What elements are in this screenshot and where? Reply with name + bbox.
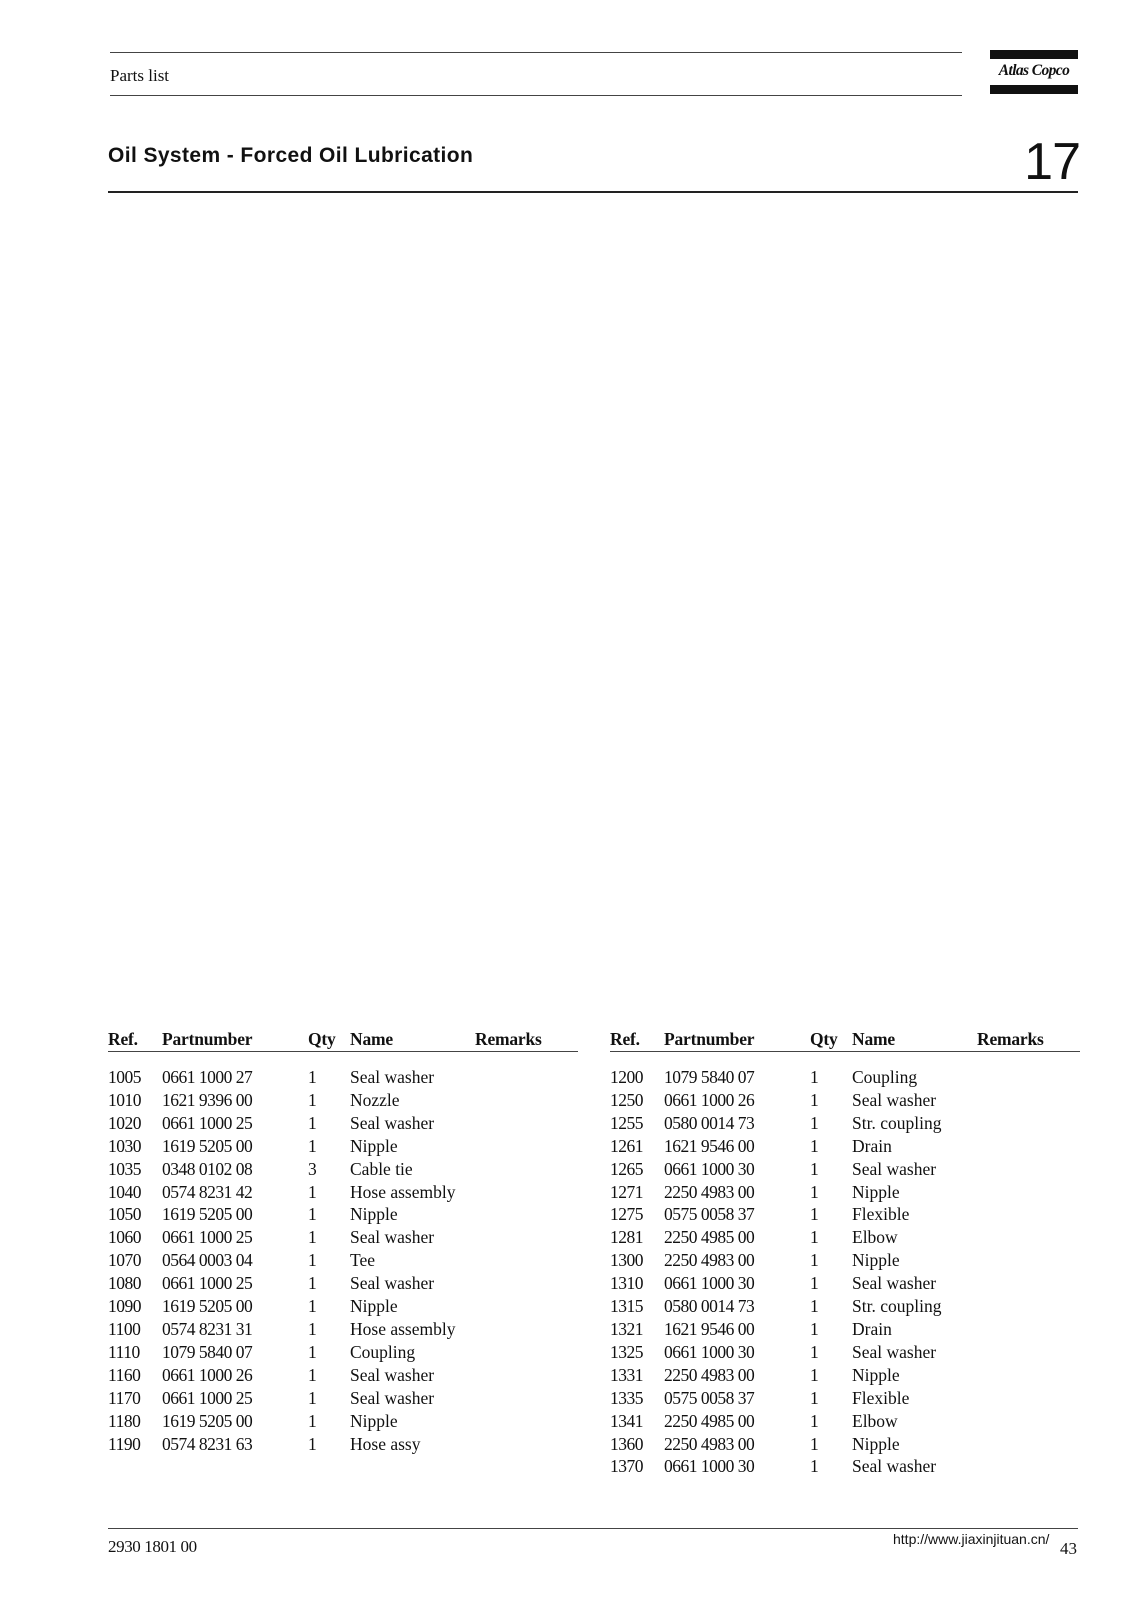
cell-remarks bbox=[475, 1135, 578, 1158]
cell-name: Seal washer bbox=[350, 1273, 435, 1294]
cell-remarks bbox=[977, 1295, 1080, 1318]
cell-remarks bbox=[977, 1455, 1080, 1478]
cell-remarks bbox=[977, 1364, 1080, 1387]
cell-part-number: 0661 1000 27 bbox=[162, 1067, 253, 1087]
cell-name: Flexible bbox=[852, 1387, 910, 1408]
col-header-remarks: Remarks bbox=[475, 1026, 578, 1052]
page-number: 43 bbox=[1060, 1539, 1077, 1558]
table-row bbox=[610, 1433, 1080, 1456]
table-row bbox=[108, 1341, 578, 1364]
cell-ref: 1160 bbox=[108, 1364, 141, 1385]
table-row bbox=[610, 1135, 1080, 1158]
cell-qty: 1 bbox=[308, 1112, 317, 1133]
footer-url: http://www.jiaxinjituan.cn/ bbox=[893, 1531, 1050, 1547]
col-header-ref: Ref. bbox=[610, 1026, 664, 1052]
cell-remarks bbox=[475, 1433, 578, 1456]
cell-part-number: 2250 4983 00 bbox=[664, 1364, 755, 1385]
col-header-name: Name bbox=[852, 1026, 977, 1052]
cell-qty: 1 bbox=[308, 1341, 317, 1362]
cell-ref: 1090 bbox=[108, 1296, 141, 1317]
cell-name: Nozzle bbox=[350, 1089, 400, 1110]
cell-part-number: 0661 1000 25 bbox=[162, 1273, 253, 1294]
table-row bbox=[610, 1410, 1080, 1433]
cell-ref: 1331 bbox=[610, 1364, 643, 1385]
cell-remarks bbox=[475, 1410, 578, 1433]
cell-name: Hose assembly bbox=[350, 1318, 456, 1339]
cell-remarks bbox=[977, 1410, 1080, 1433]
table-row bbox=[610, 1112, 1080, 1135]
cell-name: Drain bbox=[852, 1318, 892, 1339]
cell-ref: 1341 bbox=[610, 1410, 643, 1431]
cell-qty: 1 bbox=[810, 1250, 819, 1271]
cell-ref: 1310 bbox=[610, 1273, 643, 1294]
cell-qty: 1 bbox=[810, 1158, 819, 1179]
cell-part-number: 0575 0058 37 bbox=[664, 1387, 755, 1408]
cell-name: Hose assy bbox=[350, 1433, 421, 1454]
cell-remarks bbox=[977, 1066, 1080, 1089]
table-row bbox=[108, 1089, 578, 1112]
cell-part-number: 0580 0014 73 bbox=[664, 1112, 755, 1133]
cell-name: Cable tie bbox=[350, 1158, 413, 1179]
cell-ref: 1360 bbox=[610, 1433, 643, 1454]
cell-name: Nipple bbox=[852, 1364, 900, 1385]
cell-qty: 1 bbox=[308, 1181, 317, 1202]
table-row bbox=[610, 1249, 1080, 1272]
col-header-part-number: Partnumber bbox=[162, 1026, 308, 1052]
table-row bbox=[610, 1295, 1080, 1318]
cell-part-number: 0661 1000 30 bbox=[664, 1456, 755, 1477]
cell-remarks bbox=[977, 1272, 1080, 1295]
logo-bottom-bar bbox=[990, 85, 1078, 94]
cell-part-number: 0661 1000 25 bbox=[162, 1112, 253, 1133]
cell-remarks bbox=[475, 1089, 578, 1112]
cell-ref: 1080 bbox=[108, 1273, 141, 1294]
cell-qty: 1 bbox=[308, 1067, 317, 1087]
table-row bbox=[610, 1226, 1080, 1249]
cell-part-number: 0574 8231 42 bbox=[162, 1181, 253, 1202]
cell-ref: 1271 bbox=[610, 1181, 643, 1202]
cell-qty: 1 bbox=[810, 1112, 819, 1133]
header-bottom-rule bbox=[110, 95, 962, 96]
cell-part-number: 1079 5840 07 bbox=[664, 1067, 755, 1087]
table-row bbox=[108, 1318, 578, 1341]
table-row bbox=[610, 1158, 1080, 1181]
cell-qty: 1 bbox=[308, 1089, 317, 1110]
col-header-remarks: Remarks bbox=[977, 1026, 1080, 1052]
cell-name: Nipple bbox=[350, 1410, 398, 1431]
cell-part-number: 0661 1000 30 bbox=[664, 1158, 755, 1179]
cell-qty: 1 bbox=[308, 1410, 317, 1431]
table-row bbox=[108, 1249, 578, 1272]
cell-name: Tee bbox=[350, 1250, 376, 1271]
cell-name: Seal washer bbox=[350, 1227, 435, 1248]
cell-remarks bbox=[475, 1341, 578, 1364]
cell-remarks bbox=[977, 1135, 1080, 1158]
cell-remarks bbox=[977, 1226, 1080, 1249]
cell-part-number: 0564 0003 04 bbox=[162, 1250, 253, 1271]
cell-qty: 1 bbox=[308, 1433, 317, 1454]
logo-top-bar bbox=[990, 50, 1078, 59]
cell-remarks bbox=[475, 1387, 578, 1410]
table-row bbox=[610, 1341, 1080, 1364]
cell-remarks bbox=[475, 1226, 578, 1249]
cell-ref: 1275 bbox=[610, 1204, 643, 1225]
cell-ref: 1335 bbox=[610, 1387, 643, 1408]
cell-part-number: 2250 4983 00 bbox=[664, 1250, 755, 1271]
table-row bbox=[108, 1066, 578, 1089]
cell-name: Seal washer bbox=[350, 1112, 435, 1133]
cell-name: Seal washer bbox=[350, 1067, 435, 1087]
cell-qty: 1 bbox=[810, 1433, 819, 1454]
cell-name: Seal washer bbox=[852, 1341, 937, 1362]
table-row bbox=[610, 1089, 1080, 1112]
cell-name: Nipple bbox=[852, 1250, 900, 1271]
cell-qty: 1 bbox=[308, 1273, 317, 1294]
cell-ref: 1010 bbox=[108, 1089, 141, 1110]
cell-ref: 1281 bbox=[610, 1227, 643, 1248]
col-header-name: Name bbox=[350, 1026, 475, 1052]
cell-remarks bbox=[977, 1341, 1080, 1364]
cell-ref: 1170 bbox=[108, 1387, 141, 1408]
table-row bbox=[610, 1387, 1080, 1410]
table-row bbox=[610, 1364, 1080, 1387]
table-row bbox=[108, 1272, 578, 1295]
cell-remarks bbox=[475, 1066, 578, 1089]
cell-ref: 1060 bbox=[108, 1227, 141, 1248]
cell-name: Hose assembly bbox=[350, 1181, 456, 1202]
cell-remarks bbox=[977, 1318, 1080, 1341]
cell-qty: 1 bbox=[308, 1364, 317, 1385]
table-row bbox=[610, 1203, 1080, 1226]
cell-part-number: 1619 5205 00 bbox=[162, 1296, 253, 1317]
cell-qty: 1 bbox=[308, 1296, 317, 1317]
spacer-cell bbox=[610, 1052, 1080, 1067]
cell-ref: 1370 bbox=[610, 1456, 643, 1477]
cell-ref: 1100 bbox=[108, 1318, 141, 1339]
cell-qty: 1 bbox=[810, 1410, 819, 1431]
table-row bbox=[610, 1066, 1080, 1089]
cell-name: Seal washer bbox=[852, 1089, 937, 1110]
table-row bbox=[610, 1181, 1080, 1204]
cell-name: Seal washer bbox=[350, 1364, 435, 1385]
cell-qty: 1 bbox=[810, 1387, 819, 1408]
table-row bbox=[108, 1364, 578, 1387]
cell-remarks bbox=[475, 1364, 578, 1387]
cell-part-number: 1079 5840 07 bbox=[162, 1341, 253, 1362]
document-number: 2930 1801 00 bbox=[108, 1537, 197, 1556]
cell-part-number: 0574 8231 31 bbox=[162, 1318, 253, 1339]
cell-ref: 1250 bbox=[610, 1089, 643, 1110]
cell-ref: 1050 bbox=[108, 1204, 141, 1225]
atlas-copco-logo bbox=[990, 50, 1078, 94]
cell-ref: 1070 bbox=[108, 1250, 141, 1271]
cell-qty: 3 bbox=[308, 1158, 317, 1179]
cell-remarks bbox=[475, 1272, 578, 1295]
cell-ref: 1300 bbox=[610, 1250, 643, 1271]
table-row bbox=[108, 1135, 578, 1158]
cell-qty: 1 bbox=[810, 1273, 819, 1294]
cell-part-number: 2250 4983 00 bbox=[664, 1181, 755, 1202]
table-row bbox=[610, 1455, 1080, 1478]
cell-remarks bbox=[475, 1203, 578, 1226]
cell-remarks bbox=[977, 1158, 1080, 1181]
cell-ref: 1005 bbox=[108, 1067, 141, 1087]
table-row bbox=[108, 1410, 578, 1433]
cell-part-number: 0661 1000 30 bbox=[664, 1341, 755, 1362]
cell-remarks bbox=[475, 1112, 578, 1135]
cell-remarks bbox=[977, 1089, 1080, 1112]
cell-part-number: 1621 9396 00 bbox=[162, 1089, 253, 1110]
cell-name: Nipple bbox=[350, 1204, 398, 1225]
cell-part-number: 1619 5205 00 bbox=[162, 1204, 253, 1225]
cell-ref: 1321 bbox=[610, 1318, 643, 1339]
cell-qty: 1 bbox=[810, 1318, 819, 1339]
cell-ref: 1200 bbox=[610, 1067, 643, 1087]
cell-remarks bbox=[475, 1181, 578, 1204]
cell-part-number: 0574 8231 63 bbox=[162, 1433, 253, 1454]
cell-qty: 1 bbox=[810, 1135, 819, 1156]
cell-name: Flexible bbox=[852, 1204, 910, 1225]
cell-part-number: 2250 4983 00 bbox=[664, 1433, 755, 1454]
table-spacer-row bbox=[108, 1052, 578, 1067]
cell-ref: 1265 bbox=[610, 1158, 643, 1179]
cell-qty: 1 bbox=[308, 1387, 317, 1408]
cell-qty: 1 bbox=[810, 1204, 819, 1225]
footer-rule bbox=[108, 1528, 1078, 1529]
cell-part-number: 0661 1000 30 bbox=[664, 1273, 755, 1294]
cell-part-number: 1619 5205 00 bbox=[162, 1135, 253, 1156]
cell-name: Coupling bbox=[852, 1067, 918, 1087]
cell-ref: 1180 bbox=[108, 1410, 141, 1431]
cell-ref: 1190 bbox=[108, 1433, 141, 1454]
table-row bbox=[108, 1433, 578, 1456]
table-row bbox=[610, 1318, 1080, 1341]
cell-ref: 1035 bbox=[108, 1158, 141, 1179]
logo-wordmark: Atlas Copco bbox=[998, 62, 1070, 79]
cell-part-number: 0348 0102 08 bbox=[162, 1158, 253, 1179]
table-header-row bbox=[108, 1026, 578, 1052]
cell-remarks bbox=[977, 1181, 1080, 1204]
cell-ref: 1110 bbox=[108, 1341, 140, 1362]
page-title: Oil System - Forced Oil Lubrication bbox=[108, 144, 474, 167]
cell-ref: 1030 bbox=[108, 1135, 141, 1156]
cell-qty: 1 bbox=[810, 1296, 819, 1317]
table-row bbox=[610, 1272, 1080, 1295]
cell-name: Drain bbox=[852, 1135, 892, 1156]
cell-remarks bbox=[977, 1249, 1080, 1272]
cell-name: Elbow bbox=[852, 1227, 898, 1248]
table-row bbox=[108, 1387, 578, 1410]
cell-qty: 1 bbox=[308, 1227, 317, 1248]
cell-qty: 1 bbox=[308, 1318, 317, 1339]
cell-remarks bbox=[475, 1158, 578, 1181]
cell-name: Str. coupling bbox=[852, 1296, 942, 1317]
table-row bbox=[108, 1112, 578, 1135]
cell-ref: 1040 bbox=[108, 1181, 141, 1202]
spacer-cell bbox=[108, 1052, 578, 1067]
cell-name: Elbow bbox=[852, 1410, 898, 1431]
cell-qty: 1 bbox=[810, 1227, 819, 1248]
cell-part-number: 0661 1000 25 bbox=[162, 1227, 253, 1248]
cell-remarks bbox=[977, 1433, 1080, 1456]
cell-qty: 1 bbox=[810, 1181, 819, 1202]
cell-qty: 1 bbox=[810, 1067, 819, 1087]
table-row bbox=[108, 1295, 578, 1318]
cell-part-number: 2250 4985 00 bbox=[664, 1410, 755, 1431]
parts-table-left bbox=[108, 1026, 578, 1455]
section-label: Parts list bbox=[110, 66, 170, 85]
col-header-ref: Ref. bbox=[108, 1026, 162, 1052]
cell-name: Seal washer bbox=[852, 1273, 937, 1294]
cell-part-number: 0661 1000 25 bbox=[162, 1387, 253, 1408]
table-row bbox=[108, 1203, 578, 1226]
table-row bbox=[108, 1226, 578, 1249]
cell-qty: 1 bbox=[810, 1089, 819, 1110]
cell-ref: 1325 bbox=[610, 1341, 643, 1362]
cell-remarks bbox=[475, 1295, 578, 1318]
table-header-row bbox=[610, 1026, 1080, 1052]
cell-name: Nipple bbox=[852, 1433, 900, 1454]
cell-remarks bbox=[977, 1203, 1080, 1226]
cell-part-number: 0575 0058 37 bbox=[664, 1204, 755, 1225]
cell-name: Nipple bbox=[852, 1181, 900, 1202]
cell-name: Nipple bbox=[350, 1135, 398, 1156]
table-spacer-row bbox=[610, 1052, 1080, 1067]
parts-table-right bbox=[610, 1026, 1080, 1478]
cell-remarks bbox=[475, 1318, 578, 1341]
cell-qty: 1 bbox=[308, 1250, 317, 1271]
cell-ref: 1261 bbox=[610, 1135, 643, 1156]
cell-remarks bbox=[977, 1387, 1080, 1410]
header-top-rule bbox=[110, 52, 962, 53]
cell-part-number: 0661 1000 26 bbox=[664, 1089, 755, 1110]
cell-name: Coupling bbox=[350, 1341, 416, 1362]
cell-ref: 1255 bbox=[610, 1112, 643, 1133]
cell-name: Str. coupling bbox=[852, 1112, 942, 1133]
cell-qty: 1 bbox=[308, 1204, 317, 1225]
chapter-number: 17 bbox=[1024, 133, 1080, 191]
cell-qty: 1 bbox=[810, 1341, 819, 1362]
cell-part-number: 0580 0014 73 bbox=[664, 1296, 755, 1317]
cell-qty: 1 bbox=[810, 1364, 819, 1385]
cell-name: Seal washer bbox=[350, 1387, 435, 1408]
cell-remarks bbox=[475, 1249, 578, 1272]
cell-name: Seal washer bbox=[852, 1158, 937, 1179]
cell-part-number: 2250 4985 00 bbox=[664, 1227, 755, 1248]
col-header-part-number: Partnumber bbox=[664, 1026, 810, 1052]
cell-part-number: 1619 5205 00 bbox=[162, 1410, 253, 1431]
cell-part-number: 0661 1000 26 bbox=[162, 1364, 253, 1385]
cell-part-number: 1621 9546 00 bbox=[664, 1135, 755, 1156]
cell-qty: 1 bbox=[308, 1135, 317, 1156]
cell-ref: 1315 bbox=[610, 1296, 643, 1317]
cell-qty: 1 bbox=[810, 1456, 819, 1477]
cell-name: Nipple bbox=[350, 1296, 398, 1317]
cell-name: Seal washer bbox=[852, 1456, 937, 1477]
cell-ref: 1020 bbox=[108, 1112, 141, 1133]
table-row bbox=[108, 1158, 578, 1181]
table-row bbox=[108, 1181, 578, 1204]
cell-part-number: 1621 9546 00 bbox=[664, 1318, 755, 1339]
col-header-qty: Qty bbox=[810, 1026, 852, 1052]
col-header-qty: Qty bbox=[308, 1026, 350, 1052]
cell-remarks bbox=[977, 1112, 1080, 1135]
title-rule bbox=[108, 191, 1078, 193]
